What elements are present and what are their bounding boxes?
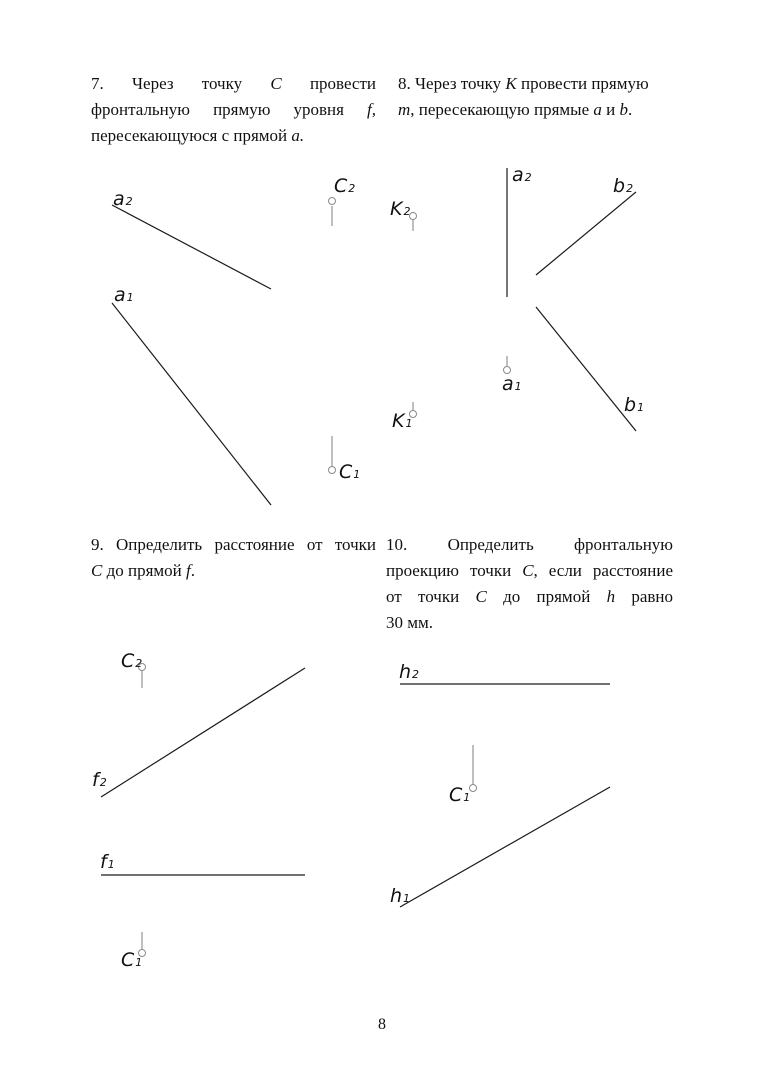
line-a2 <box>112 205 271 289</box>
task-10-line-4: 30 мм. <box>386 613 434 632</box>
label-c1-task10: C1 <box>449 784 471 806</box>
task-10-drawing <box>390 661 610 907</box>
line-b1 <box>536 307 636 431</box>
label-h2: h2 <box>399 661 420 683</box>
label-k2: K2 <box>390 198 411 220</box>
label-c2-task9: C2 <box>121 650 143 672</box>
label-b1: b1 <box>624 394 645 416</box>
label-a2-task8: a2 <box>512 164 532 186</box>
task-7-line-3: пересекающуюся с прямой a. <box>91 126 305 145</box>
label-h1: h1 <box>390 885 411 907</box>
label-c1: C1 <box>339 461 361 483</box>
line-a1 <box>112 303 271 505</box>
task-7-line-2: фронтальную прямую уровня f, <box>91 100 377 119</box>
page-number: 8 <box>378 1016 386 1033</box>
point-c2 <box>329 198 336 205</box>
label-b2: b2 <box>613 175 634 197</box>
label-f1: f1 <box>100 851 115 873</box>
task-8-drawing <box>390 164 644 432</box>
label-f2: f2 <box>92 769 107 791</box>
line-f2 <box>101 668 305 797</box>
point-c1-task10 <box>470 785 477 792</box>
task-8-line-1: 8. Через точку K провести прямую <box>398 74 649 93</box>
line-h1 <box>400 787 610 907</box>
point-k2 <box>410 213 417 220</box>
label-k1: K1 <box>392 410 413 432</box>
task-8-line-2: m, пересекающую прямые a и b. <box>398 100 633 119</box>
label-a1-task8: a1 <box>502 373 522 395</box>
task-10-line-2: проекцию точки C, если расстояние <box>386 561 673 580</box>
task-9-line-2: C до прямой f. <box>91 561 195 580</box>
line-b2 <box>536 192 636 275</box>
label-a2: a2 <box>113 188 133 210</box>
task-9-drawing <box>92 650 305 971</box>
task-10-line-1: 10. Определить фронтальную <box>386 535 674 554</box>
task-10-line-3: от точки C до прямой h равно <box>386 587 674 606</box>
label-c2: C2 <box>334 175 356 197</box>
label-c1-task9: C1 <box>121 949 143 971</box>
task-7-line-1: 7. Через точку C провести <box>91 74 377 93</box>
task-7-drawing <box>112 175 360 505</box>
point-c1 <box>329 467 336 474</box>
task-9-line-1: 9. Определить расстояние от точки <box>91 535 376 554</box>
label-a1: a1 <box>114 284 134 306</box>
